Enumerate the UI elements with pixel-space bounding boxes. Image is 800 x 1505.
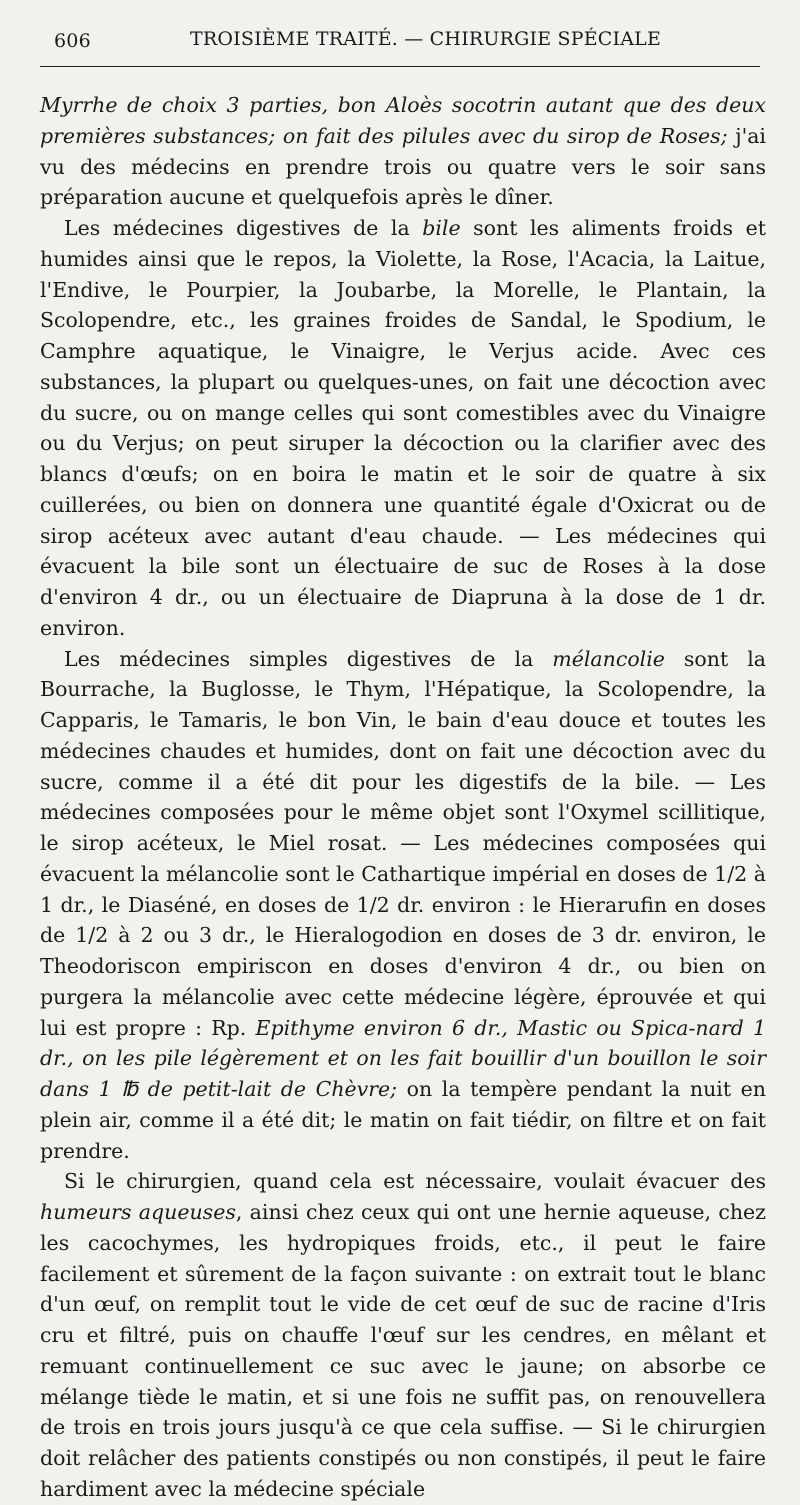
paragraph-4-text-b: , ainsi chez ceux qui ont une hernie aqueuse, chez les cacochymes, les hydropiques froids, etc., il peut le faire facilement et sûrement de la façon suivante : on extrait tout le blanc d'un œuf, on remplit tout le vide de cet œuf de suc de racine d'Iris cru et filtré, puis on chauffe l'œuf sur les cendres, en mêlant et remuant continuellement ce suc avec le jaune; on absorbe ce mélange tiède le matin, et si une fois ne suffit pas, on renouvellera de trois en trois jours jusqu'à ce que cela suffise. — Si le chirurgien doit relâcher des patients constipés ou non constipés, il peut le faire hardiment avec la médecine spéciale [40, 1200, 766, 1501]
paragraph-1-italic: Myrrhe de choix 3 parties, bon Aloès socotrin autant que des deux premières substances; on fait des pilules avec du sirop de Roses; [40, 93, 766, 148]
paragraph-3-text-a: Les médecines simples digestives de la [64, 646, 553, 671]
paragraph-2-text-b: sont les aliments froids et humides ainsi que le repos, la Violette, la Rose, l'Acacia, la Laitue, l'Endive, le Pourpier, la Joubarbe, la Morelle, le Plantain, la Scolopendre, etc., les graines froides de Sandal, le Spodium, le Camphre aquatique, le Vinaigre, le Verjus acide. Avec ces substances, la plupart ou quelques-unes, on fait une décoction avec du sucre, ou on mange celles qui sont comestibles avec du Vinaigre ou du Verjus; on peut siruper la décoction ou la clarifier avec des blancs d'œufs; on en boira le matin et le soir de quatre à six cuillerées, ou bien on donnera une quantité égale d'Oxicrat ou de sirop acéteux avec autant d'eau chaude. — Les médecines qui évacuent la bile sont un électuaire de suc de Roses à la dose d'environ 4 dr., ou un électuaire de Diapruna à la dose de 1 dr. environ. [40, 216, 766, 640]
paragraph-1-text: j'ai vu des médecins en prendre trois ou quatre vers le soir sans préparation aucune et quelquefois après le dîner. [40, 123, 766, 210]
running-title: TROISIÈME TRAITÉ. — CHIRURGIE SPÉCIALE [190, 28, 662, 50]
paragraph-4 [40, 1166, 766, 1504]
paragraph-2-italic: bile [422, 216, 461, 240]
paragraph-3-italic-b: Epithyme environ 6 dr., Mastic ou Spica-nard 1 dr., on les pile légèrement et on les fait bouillir d'un bouillon le soir dans 1 ℔ de petit-lait de Chèvre; [40, 1015, 766, 1101]
paragraph-2-text-a: Les médecines digestives de la [64, 216, 423, 240]
paragraph-1 [40, 90, 766, 213]
paragraph-3-text-b: sont la Bourrache, la Buglosse, le Thym, l'Hépatique, la Scolopendre, la Capparis, le Tamaris, le bon Vin, le bain d'eau douce et toutes les médecines chaudes et humides, dont on fait une décoction avec du sucre, comme il a été dit pour les digestifs de la bile. — Les médecines composées pour le même objet sont l'Oxymel scillitique, le sirop acéteux, le Miel rosat. — Les médecines composées qui évacuent la mélancolie sont le Cathartique impérial en doses de 1/2 à 1 dr., le Diaséné, en doses de 1/2 dr. environ : le Hierarufin en doses de 1/2 à 2 ou 3 dr., le Hieralogodion en doses de 3 dr. environ, le Theodoriscon empiriscon en doses d'environ 4 dr., ou bien on purgera la mélancolie avec cette médecine légère, éprouvée et qui lui est propre : Rp. [40, 646, 766, 1040]
page-number: 606 [54, 30, 91, 52]
paragraph-4-italic: humeurs aqueuses [40, 1200, 236, 1224]
body-text [40, 90, 766, 1505]
paragraph-3-text-c: on la tempère pendant la nuit en plein air, comme il a été dit; le matin on fait tiédir, on filtre et on fait prendre. [40, 1077, 766, 1163]
paragraph-3 [40, 644, 766, 1167]
page-header [40, 22, 760, 58]
header-rule [40, 66, 760, 67]
paragraph-3-italic-a: mélancolie [552, 646, 665, 671]
paragraph-4-text-a: Si le chirurgien, quand cela est nécessaire, voulait évacuer des [64, 1169, 766, 1194]
paragraph-2 [40, 213, 766, 644]
